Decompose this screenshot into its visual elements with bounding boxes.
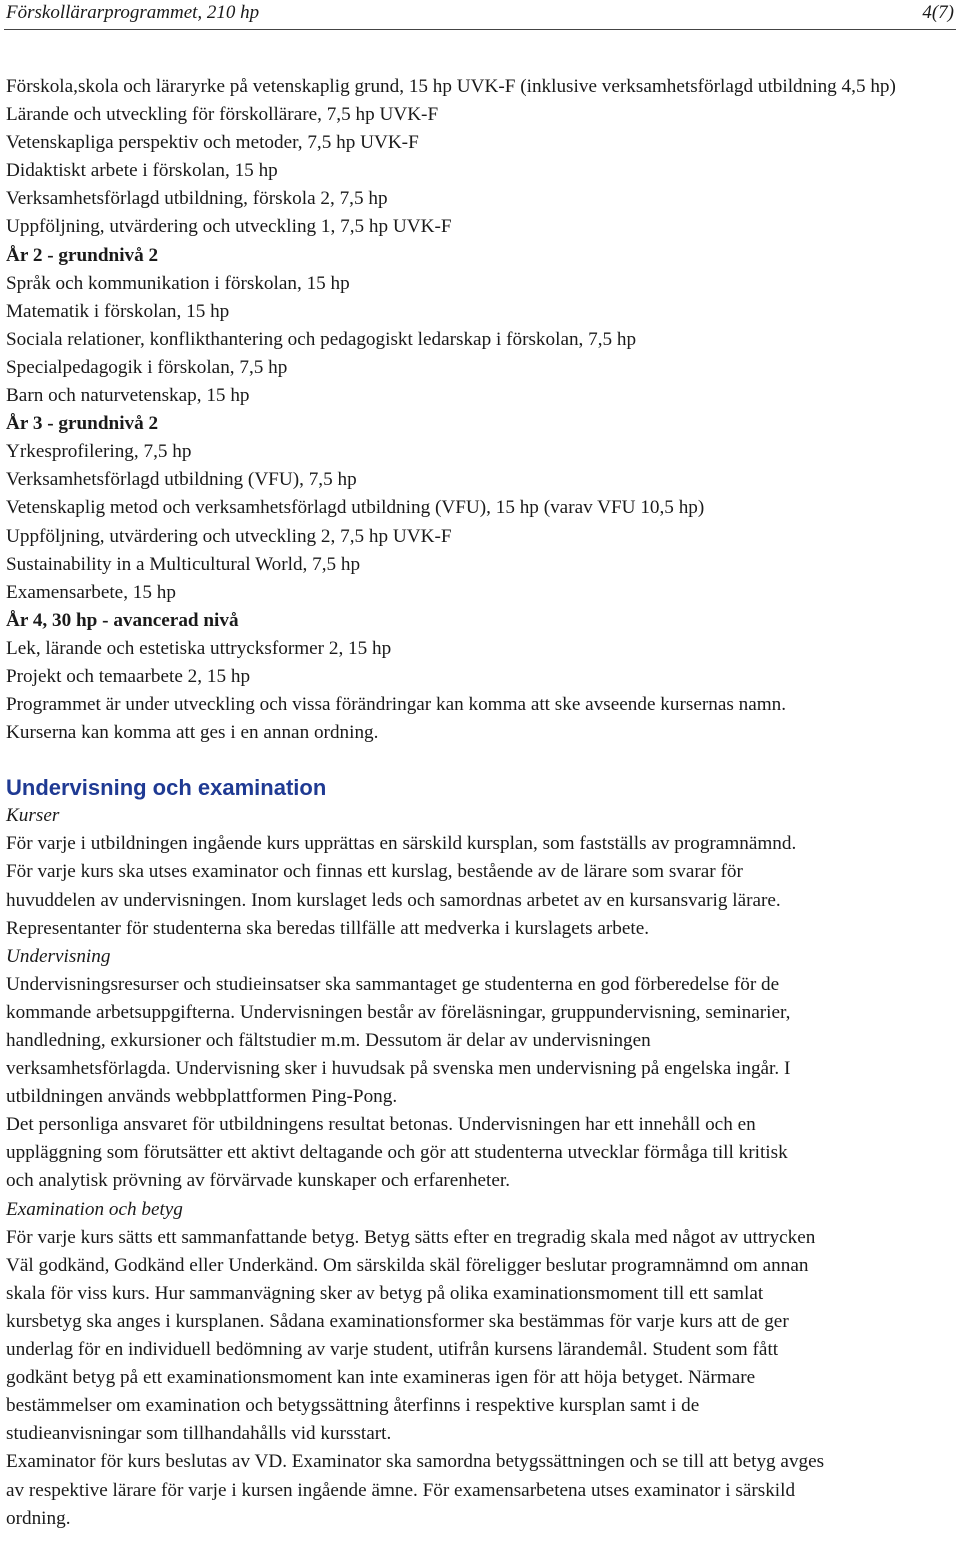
page-number: 4(7) [922,2,954,23]
course-item: Lärande och utveckling för förskollärare, 7,5 hp UVK-F [6,104,439,126]
course-item: Förskola,skola och läraryrke på vetenskaplig grund, 15 hp UVK-F (inklusive verksamhetsförlagd utbildning 4,5 hp) [6,76,896,97]
text-line: underlag för en individuell bedömning av varje student, utifrån kursens lärandemål. Student som fått [6,1339,779,1361]
subheading-kurser: Kurser [6,805,60,827]
text-line: Väl godkänd, Godkänd eller Underkänd. Om särskilda skäl föreligger beslutar programnämnd om annan [6,1254,809,1276]
text-line: utbildningen används webbplattformen Ping-Pong. [6,1086,398,1108]
kurser-body [6,830,956,942]
course-item: Sustainability in a Multicultural World, 7,5 hp [6,553,361,575]
examination-body [6,1224,956,1533]
course-item: Specialpedagogik i förskolan, 7,5 hp [6,356,288,378]
course-item: Vetenskaplig metod och verksamhetsförlagd utbildning (VFU), 15 hp (varav VFU 10,5 hp) [6,497,705,519]
text-line: skala för viss kurs. Hur sammanvägning sker av betyg på olika examinationsmoment till ett samlat [6,1282,764,1304]
course-item: Uppföljning, utvärdering och utveckling 1, 7,5 hp UVK-F [6,216,452,238]
text-line: handledning, exkursioner och fältstudier m.m. Dessutom är delar av undervisningen [6,1030,651,1051]
text-line: För varje kurs sätts ett sammanfattande betyg. Betyg sätts efter en tregradig skala med något av uttrycken [6,1226,816,1248]
subheading-examination: Examination och betyg [6,1198,183,1220]
course-item: Språk och kommunikation i förskolan, 15 hp [6,272,350,294]
text-line: Undervisningsresurser och studieinsatser ska sammantaget ge studenterna en god förberedelse för de [6,973,780,995]
undervisning-body [6,971,956,1196]
main-content [6,73,956,1533]
course-item: Verksamhetsförlagd utbildning, förskola 2, 7,5 hp [6,188,388,210]
header-divider [4,29,956,30]
course-item: Matematik i förskolan, 15 hp [6,300,230,322]
text-line: huvuddelen av undervisningen. Inom kurslaget leds och samordnas arbetet av en kursansvarig lärare. [6,889,781,911]
course-item: Programmet är under utveckling och vissa förändringar kan komma att ske avseende kursernas namn. [6,694,787,716]
course-item: Lek, lärande och estetiska uttrycksformer 2, 15 hp [6,637,392,659]
year-heading: År 4, 30 hp - avancerad nivå [6,609,239,631]
course-item: Yrkesprofilering, 7,5 hp [6,441,192,463]
course-item: Barn och naturvetenskap, 15 hp [6,385,250,407]
course-item: Sociala relationer, konflikthantering och pedagogiskt ledarskap i förskolan, 7,5 hp [6,328,637,350]
text-line: Representanter för studenterna ska beredas tillfälle att medverka i kurslagets arbete. [6,917,650,939]
text-line: Examinator för kurs beslutas av VD. Examinator ska samordna betygssättningen och se till att betyg avges [6,1451,825,1473]
page-header [0,0,960,30]
course-item: Verksamhetsförlagd utbildning (VFU), 7,5 hp [6,469,357,491]
course-item: Vetenskapliga perspektiv och metoder, 7,5 hp UVK-F [6,132,419,154]
text-line: uppläggning som förutsätter ett aktivt deltagande och gör att studenterna utvecklar förmåga till kritisk [6,1142,788,1164]
text-line: studieanvisningar som tillhandahålls vid kursstart. [6,1423,392,1445]
course-item: Didaktiskt arbete i förskolan, 15 hp [6,160,278,182]
course-item: Examensarbete, 15 hp [6,581,176,603]
text-line: kommande arbetsuppgifterna. Undervisningen består av föreläsningar, gruppundervisning, seminarier, [6,1001,791,1023]
text-line: För varje i utbildningen ingående kurs upprättas en särskild kursplan, som fastställs av programnämnd. [6,833,797,855]
text-line: och analytisk prövning av förvärvade kunskaper och erfarenheter. [6,1170,510,1192]
year-heading: År 3 - grundnivå 2 [6,413,159,435]
header-title: Förskollärarprogrammet, 210 hp [6,2,260,23]
course-list [6,73,956,747]
text-line: För varje kurs ska utses examinator och finnas ett kurslag, bestående av de lärare som svarar för [6,861,743,883]
section-title: Undervisning och examination [6,775,327,801]
text-line: kursbetyg ska anges i kursplanen. Sådana examinationsformer ska bestämmas för varje kurs att de ger [6,1310,789,1332]
text-line: ordning. [6,1507,71,1529]
year-heading: År 2 - grundnivå 2 [6,244,159,266]
text-line: Det personliga ansvaret för utbildningens resultat betonas. Undervisningen har ett innehåll och en [6,1114,756,1136]
text-line: verksamhetsförlagda. Undervisning sker i huvudsak på svenska men undervisning på engelska ingår. I [6,1058,791,1080]
subheading-undervisning: Undervisning [6,945,111,967]
course-item: Uppföljning, utvärdering och utveckling 2, 7,5 hp UVK-F [6,525,452,547]
text-line: bestämmelser om examination och betygssättning återfinns i respektive kursplan samt i de [6,1395,700,1417]
course-item: Kurserna kan komma att ges i en annan ordning. [6,722,379,744]
text-line: av respektive lärare för varje i kursen ingående ämne. För examensarbetena utses examinator i särskild [6,1479,796,1501]
text-line: godkänt betyg på ett examinationsmoment kan inte examineras igen för att höja betyget. Närmare [6,1367,756,1389]
course-item: Projekt och temaarbete 2, 15 hp [6,665,251,687]
